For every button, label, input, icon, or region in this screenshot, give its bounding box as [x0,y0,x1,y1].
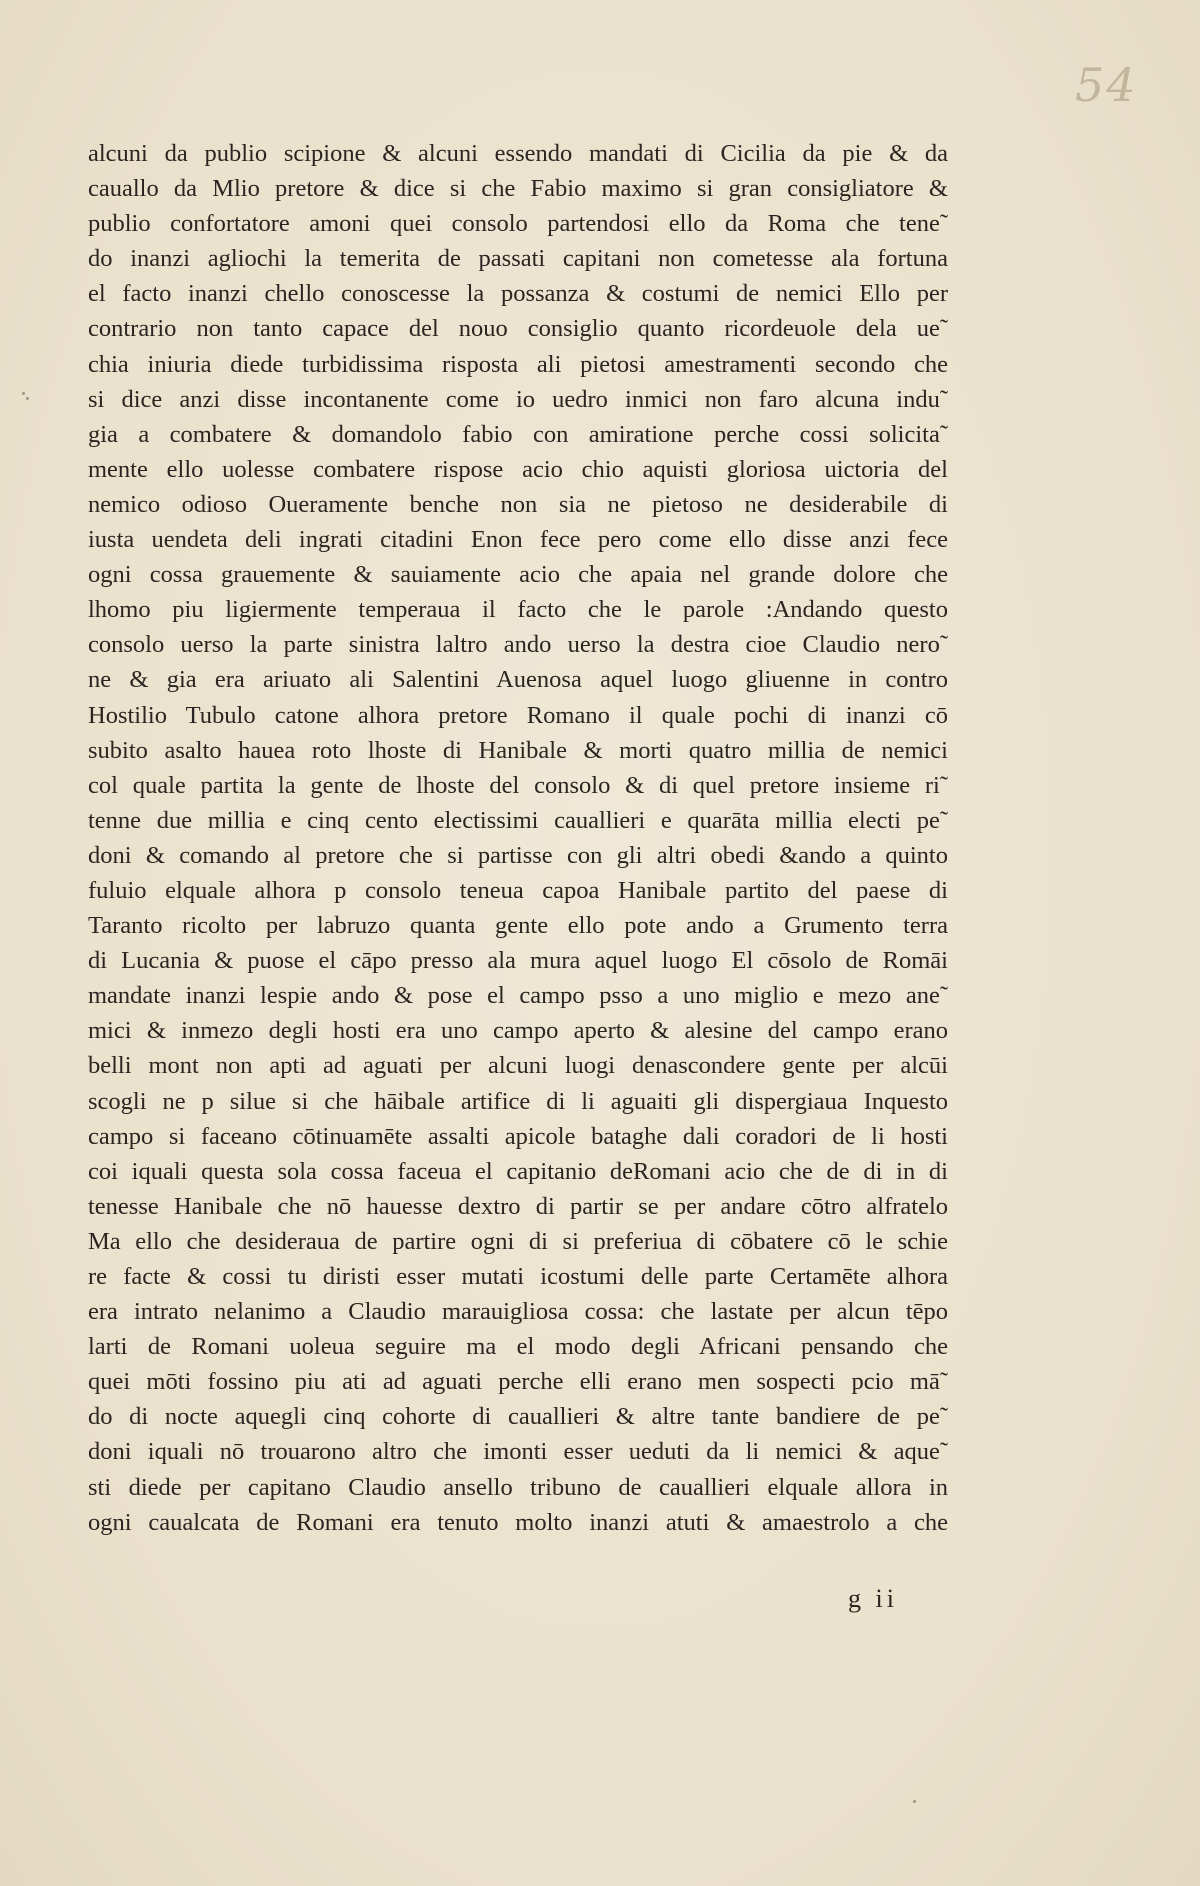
text-line: belli mont non apti ad aguati per alcuni luogi denascondere gente per alcūi [88,1052,948,1080]
text-line: iusta uendeta deli ingrati citadini Enon fece pero come ello disse anzi fece [88,526,948,554]
paper-speck [22,392,25,395]
text-line: doni & comando al pretore che si partisse con gli altri obedi &ando a quinto [88,841,948,869]
text-line: Taranto ricolto per labruzo quanta gente ello pote ando a Grumento terra [88,912,948,940]
text-line: doni iquali nō trouarono altro che imonti esser ueduti da li nemici & aque˜ [88,1438,948,1466]
text-line: ne & gia era ariuato ali Salentini Auenosa aquel luogo gliuenne in contro [88,666,948,694]
paper-speck [26,397,29,400]
text-line: fuluio elquale alhora p consolo teneua capoa Hanibale partito del paese di [88,876,948,904]
text-line: contrario non tanto capace del nouo consiglio quanto ricordeuole dela ue˜ [88,315,948,343]
text-line: quei mōti fossino piu ati ad aguati perche elli erano men sospecti pcio mā˜ [88,1368,948,1396]
text-line: subito asalto hauea roto lhoste di Hanibale & morti quatro millia de nemici [88,736,948,764]
text-line: chia iniuria diede turbidissima risposta ali pietosi amestramenti secondo che [88,350,948,378]
text-line: nemico odioso Oueramente benche non sia ne pietoso ne desiderabile di [88,490,948,518]
text-line: Ma ello che desideraua de partire ogni di si preferiua di cōbatere cō le schie [88,1227,948,1255]
text-line: tenne due millia e cinq cento electissimi cauallieri e quarāta millia electi pe˜ [88,806,948,834]
text-block [88,136,948,1540]
text-line: do di nocte aquegli cinq cohorte di cauallieri & altre tante bandiere de pe˜ [88,1403,948,1431]
folio-number: 54 [1075,58,1138,112]
text-line: ogni cossa grauemente & sauiamente acio che apaia nel grande dolore che [88,561,948,589]
text-line: ogni caualcata de Romani era tenuto molto inanzi atuti & amaestrolo a che [88,1508,948,1536]
text-line: do inanzi agliochi la temerita de passati capitani non cometesse ala fortuna [88,245,948,273]
text-line: mandate inanzi lespie ando & pose el campo psso a uno miglio e mezo ane˜ [88,982,948,1010]
text-line: Hostilio Tubulo catone alhora pretore Romano il quale pochi di inanzi cō [88,701,948,729]
text-line: di Lucania & puose el cāpo presso ala mura aquel luogo El cōsolo de Romāi [88,947,948,975]
text-line: campo si faceano cōtinuamēte assalti apicole bataghe dali coradori de li hosti [88,1122,948,1150]
text-line: lhomo piu ligiermente temperaua il facto che le parole :Andando questo [88,596,948,624]
paper-speck [913,1800,916,1803]
text-line: era intrato nelanimo a Claudio marauigliosa cossa: che lastate per alcun tēpo [88,1298,948,1326]
text-line: cauallo da Mlio pretore & dice si che Fabio maximo si gran consigliatore & [88,175,948,203]
signature-mark: g ii [848,1584,898,1613]
text-line: si dice anzi disse incontanente come io uedro inmici non faro alcuna indu˜ [88,385,948,413]
text-line: re facte & cossi tu diristi esser mutati icostumi delle parte Certamēte alhora [88,1263,948,1290]
text-line: coi iquali questa sola cossa faceua el capitanio deRomani acio che de di in di [88,1157,948,1185]
text-line: consolo uerso la parte sinistra laltro ando uerso la destra cioe Claudio nero˜ [88,631,948,659]
text-line: gia a combatere & domandolo fabio con amiratione perche cossi solicita˜ [88,420,948,448]
text-line: larti de Romani uoleua seguire ma el modo degli Africani pensando che [88,1333,948,1361]
text-line: tenesse Hanibale che nō hauesse dextro di partir se per andare cōtro alfratelo [88,1192,948,1220]
text-line: mente ello uolesse combatere rispose acio chio aquisti gloriosa uictoria del [88,455,948,483]
text-line: scogli ne p silue si che hāibale artifice di li aguaiti gli dispergiaua Inquesto [88,1087,948,1115]
text-line: el facto inanzi chello conoscesse la possanza & costumi de nemici Ello per [88,280,948,308]
text-line: mici & inmezo degli hosti era uno campo aperto & alesine del campo erano [88,1017,948,1045]
text-line: col quale partita la gente de lhoste del consolo & di quel pretore insieme ri˜ [88,771,948,799]
text-line: publio confortatore amoni quei consolo partendosi ello da Roma che tene˜ [88,210,948,238]
text-line: sti diede per capitano Claudio ansello tribuno de cauallieri elquale allora in [88,1473,948,1501]
text-line: alcuni da publio scipione & alcuni essendo mandati di Cicilia da pie & da [88,140,948,167]
